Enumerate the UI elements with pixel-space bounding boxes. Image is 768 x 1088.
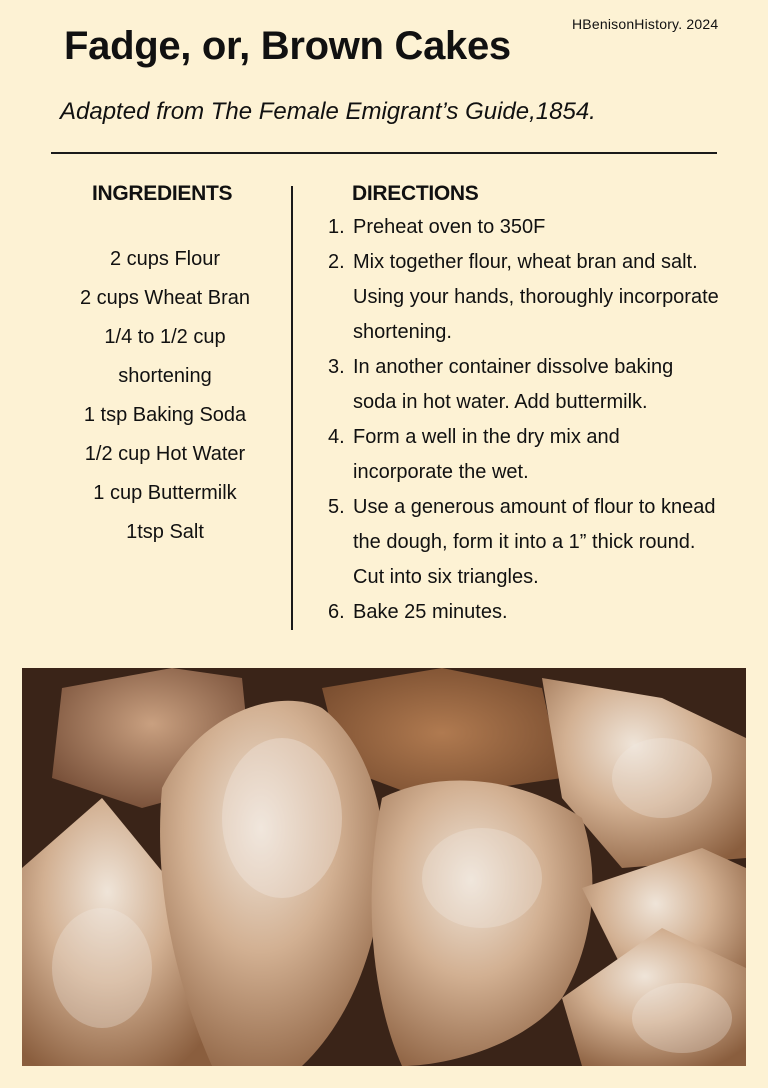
ingredient-item: 1/2 cup Hot Water xyxy=(84,443,246,465)
direction-step xyxy=(328,245,758,350)
step-text xyxy=(353,245,719,350)
ingredient-item: 1 tsp Baking Soda xyxy=(83,404,247,426)
step-number: 2. xyxy=(328,251,345,273)
step-line: Form a well in the dry mix and xyxy=(353,426,620,448)
photo-illustration xyxy=(22,668,746,1066)
ingredient-item: 1tsp Salt xyxy=(126,521,204,543)
step-line: In another container dissolve baking xyxy=(353,356,674,378)
ingredient-item: 1/4 to 1/2 cup xyxy=(104,326,226,348)
ingredient-item: shortening xyxy=(118,365,212,387)
step-text xyxy=(353,210,545,245)
step-number: 4. xyxy=(328,426,345,448)
brown-cakes-photo xyxy=(22,668,746,1066)
ingredient-item: 2 cups Wheat Bran xyxy=(79,287,251,309)
direction-step xyxy=(328,420,758,490)
ingredients-heading: INGREDIENTS xyxy=(92,182,233,205)
step-line: Mix together flour, wheat bran and salt. xyxy=(353,251,698,273)
ingredient-item: 2 cups Flour xyxy=(109,248,221,270)
step-line: shortening. xyxy=(353,321,452,343)
ingredients-list xyxy=(55,240,275,552)
direction-step xyxy=(328,350,758,420)
step-line: soda in hot water. Add buttermilk. xyxy=(353,391,648,413)
step-text xyxy=(353,350,673,420)
step-number: 6. xyxy=(328,601,345,623)
recipe-title: Fadge, or, Brown Cakes xyxy=(64,24,511,68)
author-credit: HBenisonHistory. 2024 xyxy=(572,16,719,32)
step-line: the dough, form it into a 1” thick round. xyxy=(353,531,696,553)
ingredient-item: 1 cup Buttermilk xyxy=(93,482,237,504)
directions-list xyxy=(328,210,758,630)
step-line: Preheat oven to 350F xyxy=(353,216,546,238)
step-line: Use a generous amount of flour to knead xyxy=(353,496,716,518)
column-divider xyxy=(291,186,293,630)
directions-heading: DIRECTIONS xyxy=(352,182,479,205)
direction-step xyxy=(328,490,758,595)
step-number: 3. xyxy=(328,356,345,378)
header-divider xyxy=(51,152,717,154)
direction-step xyxy=(328,210,758,245)
step-number: 1. xyxy=(328,216,345,238)
step-text xyxy=(353,490,715,595)
step-text xyxy=(353,595,508,630)
direction-step xyxy=(328,595,758,630)
step-number: 5. xyxy=(328,496,345,518)
step-line: Cut into six triangles. xyxy=(353,566,539,588)
step-text xyxy=(353,420,620,490)
step-line: Using your hands, thoroughly incorporate xyxy=(353,286,719,308)
step-line: Bake 25 minutes. xyxy=(353,601,508,623)
recipe-source: Adapted from The Female Emigrant’s Guide,1854. xyxy=(60,98,596,125)
step-line: incorporate the wet. xyxy=(353,461,529,483)
